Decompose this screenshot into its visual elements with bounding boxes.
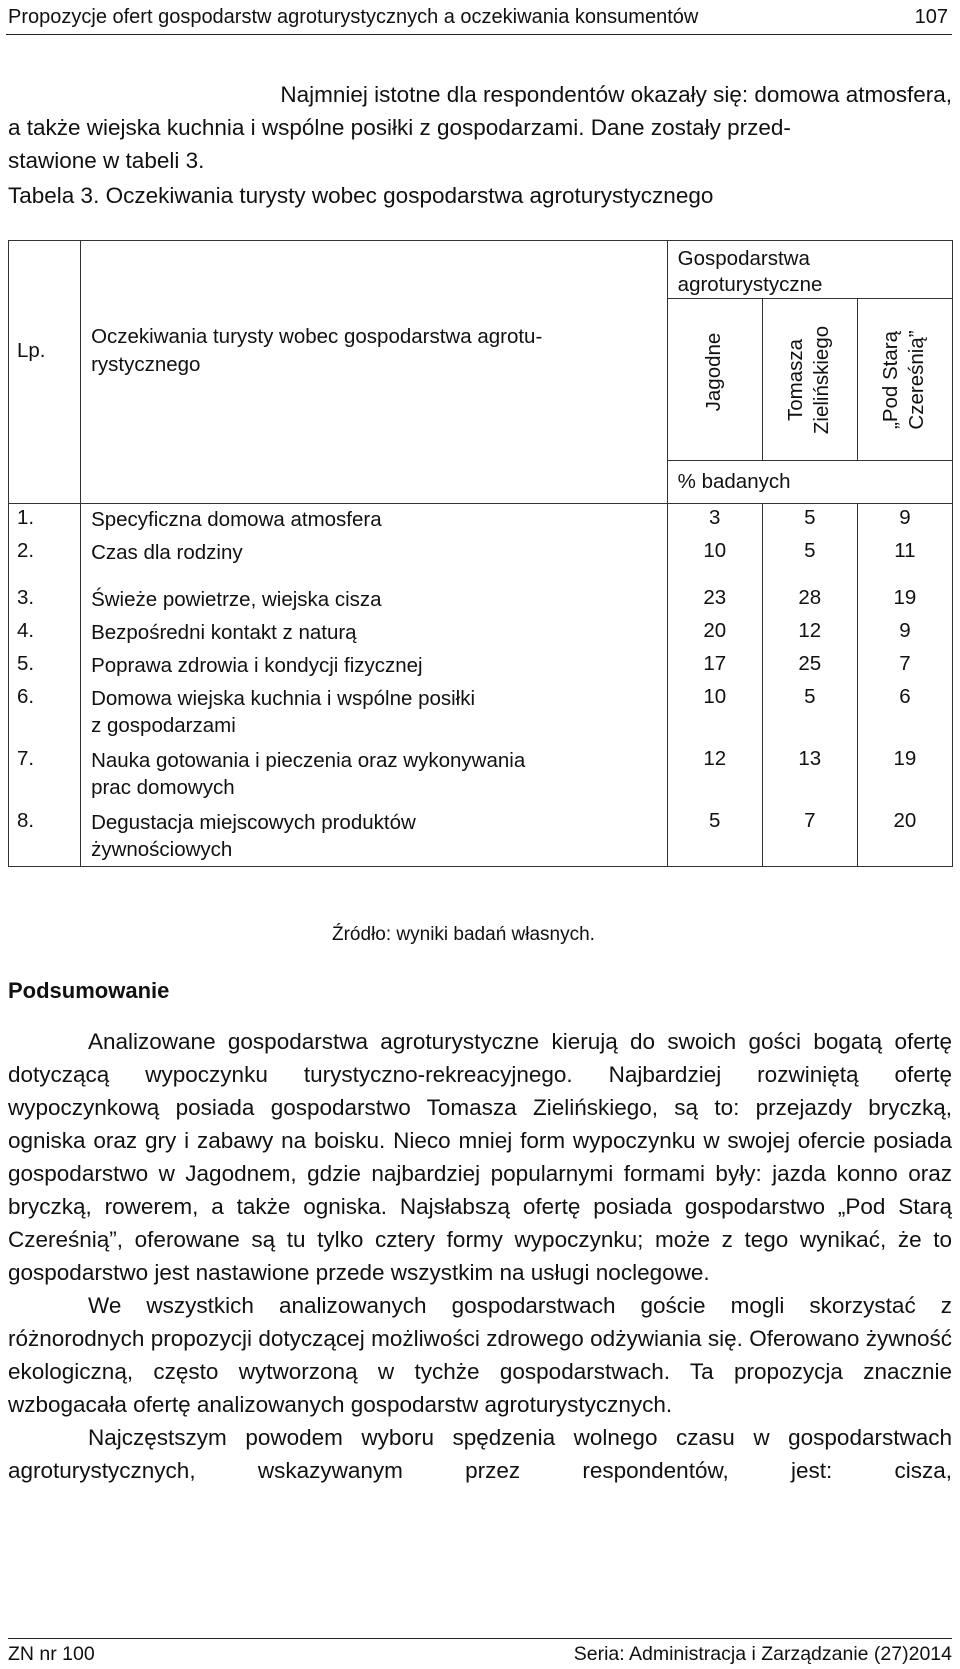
col-header-jagodne xyxy=(667,299,762,461)
row-description-line: Poprawa zdrowia i kondycji fizycznej xyxy=(91,653,423,677)
unit-cell xyxy=(9,461,81,504)
footer-journal: ZN nr 100 xyxy=(8,1643,95,1665)
table-row xyxy=(9,582,953,615)
row-description-line: żywnościowych xyxy=(91,837,233,861)
col-header-text: „Pod Starą xyxy=(878,331,902,429)
group-header-cell xyxy=(667,241,952,299)
unit-cell xyxy=(81,461,668,504)
page-number: 107 xyxy=(914,6,948,28)
row-value: 7 xyxy=(857,648,952,681)
intro-line: a także wiejska kuchnia i wspólne posiłki z gospodarzami. Dane zostały przed- xyxy=(8,115,791,140)
group-header-line: Gospodarstwa xyxy=(677,247,810,270)
table-caption: Tabela 3. Oczekiwania turysty wobec gospodarstwa agroturystycznego xyxy=(8,183,714,208)
intro-line: stawione w tabeli 3. xyxy=(8,148,205,173)
row-description-line: prac domowych xyxy=(91,775,235,799)
row-value: 9 xyxy=(857,615,952,648)
running-header xyxy=(6,2,952,35)
row-description xyxy=(81,537,668,582)
col-header-tomasza xyxy=(762,299,857,461)
row-number: 2. xyxy=(9,537,81,582)
row-value: 19 xyxy=(857,743,952,805)
summary-paragraph: Najczęstszym powodem wyboru spędzenia wolnego czasu w gospodarstwach agroturystycznych, wskazywanym przez respondentów, jest: cisza, xyxy=(8,1425,952,1483)
table-row xyxy=(9,615,953,648)
col-header-text: Tomasza xyxy=(783,338,807,422)
table-row xyxy=(9,805,953,867)
table-row xyxy=(9,648,953,681)
row-value: 23 xyxy=(667,582,762,615)
desc-header-cell xyxy=(81,241,668,461)
row-description-line: Świeże powietrze, wiejska cisza xyxy=(91,587,382,611)
summary-paragraph: Analizowane gospodarstwa agroturystyczne kierują do swoich gości bogatą ofertę dotyczącą wypoczynku turystyczno-rekreacyjnego. Najbardziej rozwiniętą ofertę wypoczynkową posiada gospodarstwo Tomasza Zielińskiego, są to: przejazdy bryczką, ogniska oraz gry i zabawy na boisku. Nieco mniej form wypoczynku w swojej ofercie posiada gospodarstwo w Jagodnem, gdzie najbardziej popularnymi formami były: jazda konno oraz bryczką, rowerem, a także ogniska. Najsłabszą ofertę posiada gospodarstwo „Pod Starą Czereśnią”, oferowane są tu tylko cztery formy wypoczynku; może z tego wynikać, że to gospodarstwo jest nastawione przede wszystkim na usługi noclegowe. xyxy=(8,1029,952,1285)
table-row xyxy=(9,504,953,537)
table-row xyxy=(9,681,953,743)
intro-line: Najmniej istotne dla respondentów okazały się: domowa atmosfera, xyxy=(280,82,952,107)
table-row xyxy=(9,537,953,582)
summary-text xyxy=(8,1025,952,1487)
desc-header-line: rystycznego xyxy=(91,352,201,376)
row-description-line: Degustacja miejscowych produktów xyxy=(91,810,416,834)
lp-header-cell xyxy=(9,241,81,461)
table-row xyxy=(9,743,953,805)
row-value: 10 xyxy=(667,537,762,582)
row-number: 7. xyxy=(9,743,81,805)
group-header-line: agroturystyczne xyxy=(677,273,823,296)
row-value: 10 xyxy=(667,681,762,743)
row-value: 25 xyxy=(762,648,857,681)
row-description xyxy=(81,582,668,615)
row-description xyxy=(81,805,668,867)
row-description xyxy=(81,615,668,648)
unit-label: % badanych xyxy=(667,461,952,504)
row-value: 12 xyxy=(667,743,762,805)
col-header-pod-stara xyxy=(857,299,952,461)
row-description-line: Czas dla rodziny xyxy=(91,540,243,564)
row-value: 5 xyxy=(762,537,857,582)
lp-header: Lp. xyxy=(17,338,46,362)
summary-heading: Podsumowanie xyxy=(8,978,170,1003)
row-value: 7 xyxy=(762,805,857,867)
row-number: 1. xyxy=(9,504,81,537)
row-description-line: Specyficzna domowa atmosfera xyxy=(91,508,382,531)
desc-header-line: Oczekiwania turysty wobec gospodarstwa agrotu- xyxy=(91,324,543,348)
row-description xyxy=(81,681,668,743)
row-description-line: Domowa wiejska kuchnia i wspólne posiłki xyxy=(91,686,476,710)
row-number: 6. xyxy=(9,681,81,743)
row-value: 13 xyxy=(762,743,857,805)
row-description-line: z gospodarzami xyxy=(91,713,236,737)
row-value: 28 xyxy=(762,582,857,615)
row-value: 17 xyxy=(667,648,762,681)
row-description-line: Nauka gotowania i pieczenia oraz wykonywania xyxy=(91,748,526,772)
expectations-table xyxy=(8,240,953,867)
col-header-text: Czereśnią” xyxy=(904,330,928,430)
table-source: Źródło: wyniki badań własnych. xyxy=(332,924,595,945)
page-footer xyxy=(8,1638,952,1665)
summary-paragraph: We wszystkich analizowanych gospodarstwach goście mogli skorzystać z różnorodnych propozycji dotyczącej możliwości zdrowego odżywiania się. Oferowano żywność ekologiczną, często wytworzoną w tychże gospodarstwach. Ta propozycja znacznie wzbogacała ofertę analizowanych gospodarstw agroturystycznych. xyxy=(8,1293,952,1417)
row-description xyxy=(81,743,668,805)
row-value: 5 xyxy=(762,504,857,537)
row-number: 8. xyxy=(9,805,81,867)
col-header-text: Zielińskiego xyxy=(809,325,833,435)
row-value: 12 xyxy=(762,615,857,648)
row-value: 6 xyxy=(857,681,952,743)
row-value: 11 xyxy=(857,537,952,582)
running-header-title: Propozycje ofert gospodarstw agroturystycznych a oczekiwania konsumentów xyxy=(8,6,699,28)
row-description xyxy=(81,648,668,681)
footer-series: Seria: Administracja i Zarządzanie (27)2014 xyxy=(573,1643,952,1665)
col-header-text: Jagodne xyxy=(701,332,725,412)
intro-paragraph xyxy=(8,78,952,177)
row-description-line: Bezpośredni kontakt z naturą xyxy=(91,620,357,644)
row-description xyxy=(81,504,668,537)
row-value: 20 xyxy=(857,805,952,867)
row-number: 3. xyxy=(9,582,81,615)
row-value: 9 xyxy=(857,504,952,537)
row-value: 20 xyxy=(667,615,762,648)
row-number: 4. xyxy=(9,615,81,648)
row-value: 5 xyxy=(667,805,762,867)
row-value: 5 xyxy=(762,681,857,743)
row-value: 3 xyxy=(667,504,762,537)
row-value: 19 xyxy=(857,582,952,615)
row-number: 5. xyxy=(9,648,81,681)
